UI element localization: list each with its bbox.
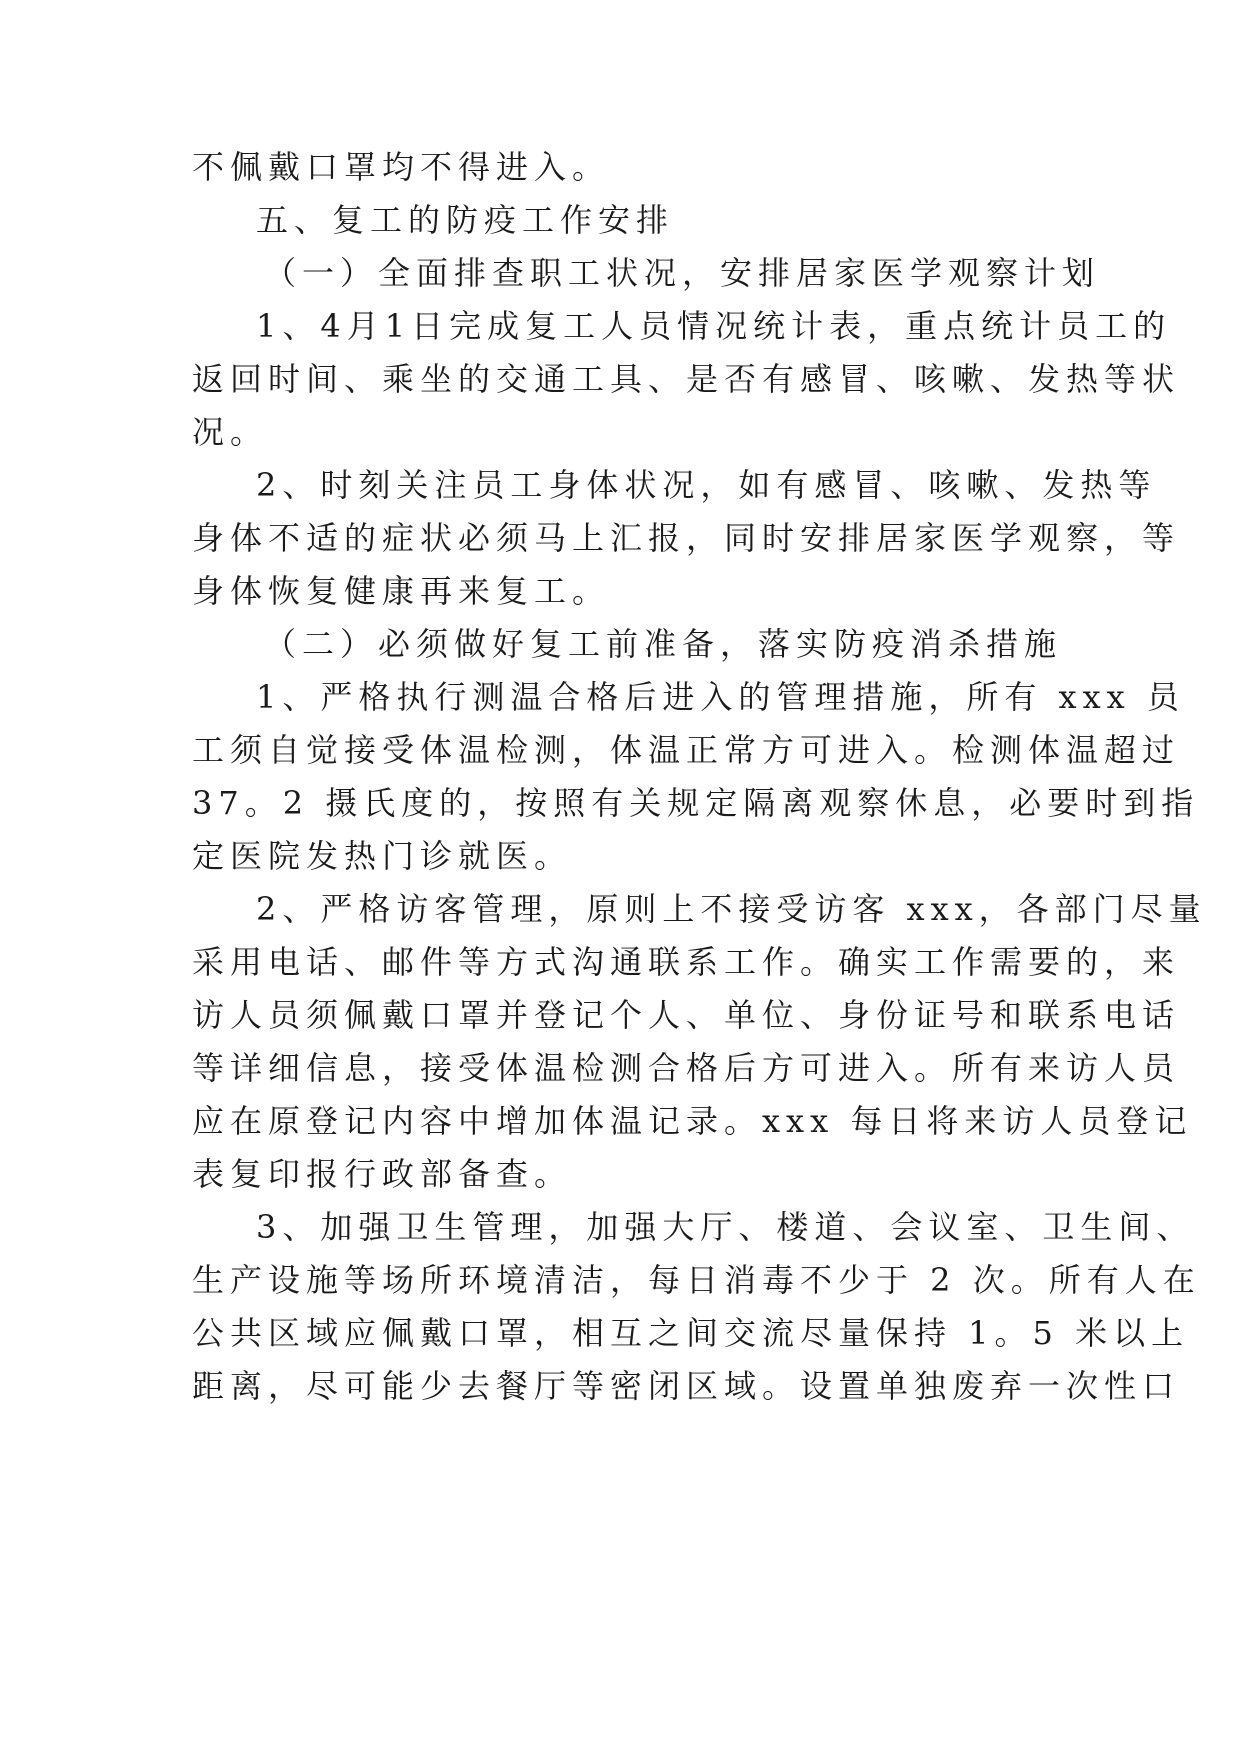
text-line: 2、严格访客管理，原则上不接受访客 xxx，各部门尽量	[256, 890, 1207, 928]
text-line: 37。2 摄氏度的，按照有关规定隔离观察休息，必要时到指	[192, 784, 1200, 822]
text-line: 返回时间、乘坐的交通工具、是否有感冒、咳嗽、发热等状	[192, 360, 1181, 398]
text-line: 1、严格执行测温合格后进入的管理措施，所有 xxx 员	[256, 678, 1185, 716]
text-line: 公共区域应佩戴口罩，相互之间交流尽量保持 1。5 米以上	[192, 1314, 1190, 1352]
text-line: 距离，尽可能少去餐厅等密闭区域。设置单独废弃一次性口	[192, 1367, 1181, 1405]
subsection-heading: （二）必须做好复工前准备，落实防疫消杀措施	[264, 625, 1063, 663]
text-line: 等详细信息，接受体温检测合格后方可进入。所有来访人员	[192, 1049, 1181, 1087]
text-line: 不佩戴口罩均不得进入。	[192, 148, 611, 186]
text-line: 应在原登记内容中增加体温记录。xxx 每日将来访人员登记	[192, 1102, 1193, 1140]
text-line: 表复印报行政部备查。	[192, 1155, 573, 1193]
text-line: 况。	[192, 413, 269, 451]
text-line: 定医院发热门诊就医。	[192, 837, 573, 875]
text-line: 2、时刻关注员工身体状况，如有感冒、咳嗽、发热等	[256, 466, 1157, 504]
text-line: 生产设施等场所环境清洁，每日消毒不少于 2 次。所有人在	[192, 1261, 1201, 1299]
text-line: 1、4月1日完成复工人员情况统计表，重点统计员工的	[256, 307, 1172, 345]
text-line: 访人员须佩戴口罩并登记个人、单位、身份证号和联系电话	[192, 996, 1181, 1034]
text-line: 采用电话、邮件等方式沟通联系工作。确实工作需要的，来	[192, 943, 1181, 981]
subsection-heading: （一）全面排查职工状况，安排居家医学观察计划	[264, 254, 1101, 292]
text-line: 身体不适的症状必须马上汇报，同时安排居家医学观察，等	[192, 519, 1181, 557]
text-line: 身体恢复健康再来复工。	[192, 572, 611, 610]
text-line: 3、加强卫生管理，加强大厅、楼道、会议室、卫生间、	[256, 1208, 1195, 1246]
text-line: 工须自觉接受体温检测，体温正常方可进入。检测体温超过	[192, 731, 1181, 769]
section-heading: 五、复工的防疫工作安排	[256, 201, 675, 239]
